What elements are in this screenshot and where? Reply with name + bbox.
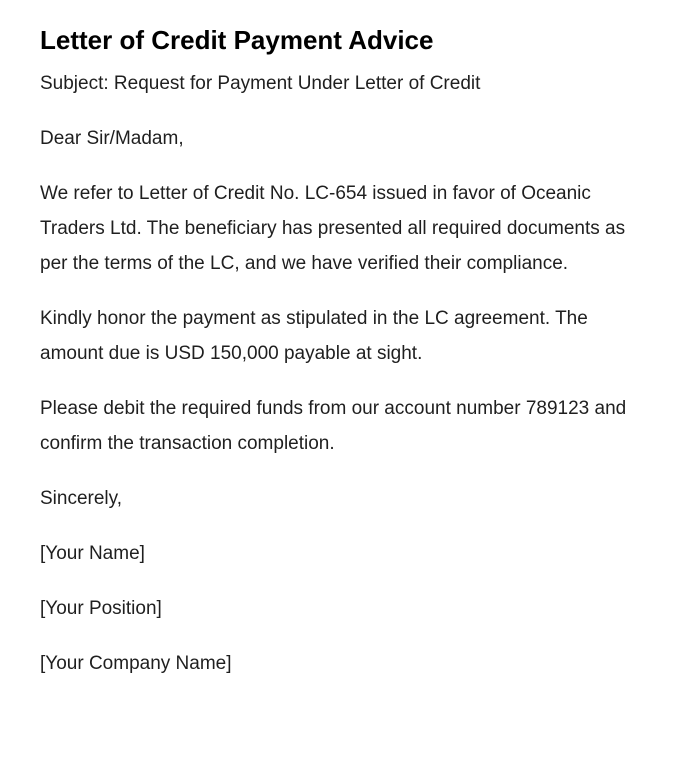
- body-paragraph-3: Please debit the required funds from our account number 789123 and confirm the transaction completion.: [40, 398, 627, 454]
- signature-position-placeholder: [Your Position]: [40, 598, 162, 619]
- subject-line: Subject: Request for Payment Under Letter of Credit: [40, 73, 481, 94]
- document-title: Letter of Credit Payment Advice: [40, 25, 434, 55]
- salutation: Dear Sir/Madam,: [40, 128, 184, 149]
- closing: Sincerely,: [40, 488, 123, 509]
- signature-company-placeholder: [Your Company Name]: [40, 653, 232, 674]
- body-paragraph-2: Kindly honor the payment as stipulated in the LC agreement. The amount due is USD 150,000 payable at sight.: [40, 308, 588, 364]
- signature-name-placeholder: [Your Name]: [40, 543, 145, 564]
- body-paragraph-1: We refer to Letter of Credit No. LC-654 issued in favor of Oceanic Traders Ltd. The beneficiary has presented all required documents as per the terms of the LC, and we have verified their compliance.: [40, 183, 626, 274]
